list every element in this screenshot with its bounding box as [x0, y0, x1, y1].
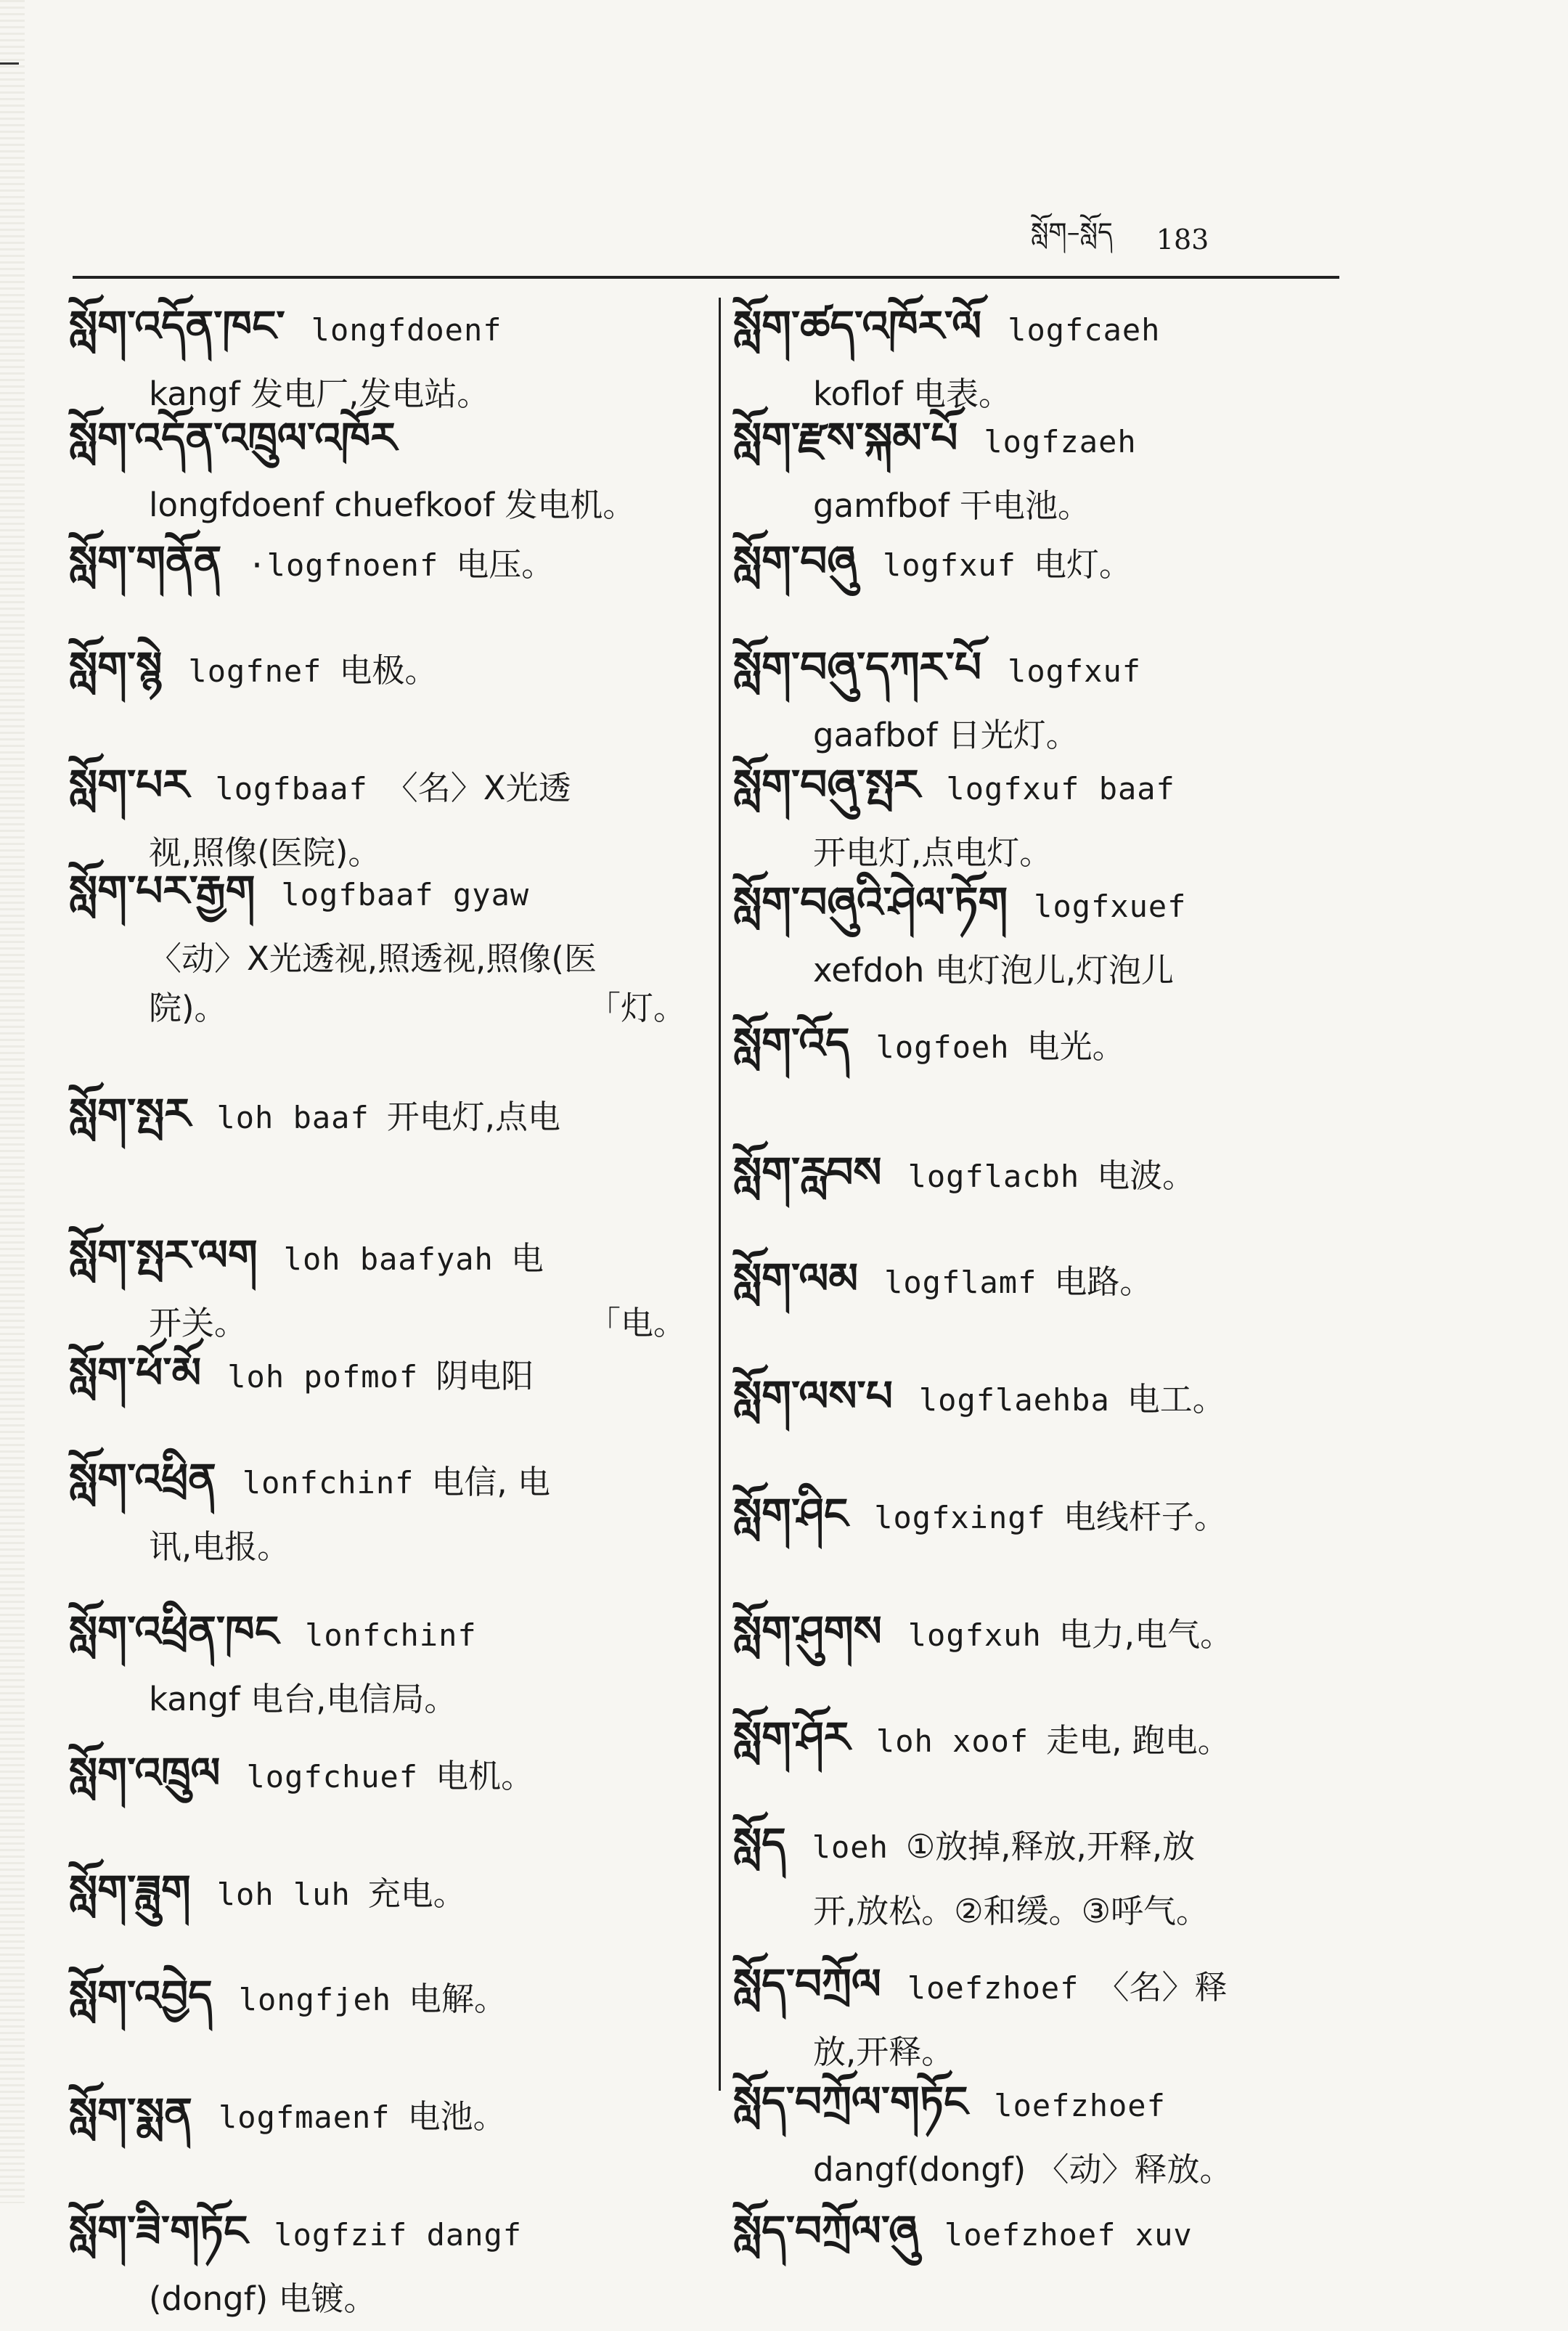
entry-headline	[733, 1011, 1365, 1079]
entry-headline	[69, 1741, 686, 1809]
chinese-gloss: 电灯。	[1033, 545, 1132, 584]
romanization: loh xoof	[875, 1723, 1029, 1759]
dictionary-entry	[733, 1011, 1365, 1079]
tibetan-headword: སློག་བཞུའི་ཤེལ་ཏོག	[733, 877, 1008, 927]
dictionary-entry	[69, 859, 686, 991]
romanization: logfmaenf	[219, 2099, 391, 2136]
entry-headline	[733, 1246, 1365, 1315]
tibetan-headword: སློག་ཤོར	[733, 1712, 850, 1762]
page-header	[1031, 218, 1336, 261]
entry-continuation: 视,照像(医院)。	[149, 833, 381, 872]
dictionary-entry	[69, 2081, 686, 2150]
entry-continuation: 〈动〉X光透视,照透视,照像(医	[149, 939, 597, 978]
chinese-gloss: 电机。	[436, 1756, 534, 1795]
guide-words: སློག–སློད	[1031, 218, 1113, 248]
chinese-gloss: ①放掉,释放,开释,放	[905, 1826, 1196, 1866]
dictionary-entry	[69, 1599, 686, 1731]
tibetan-headword: སློག་ལས་པ	[733, 1371, 893, 1421]
entry-headline	[733, 870, 1365, 939]
entry-continuation: kangf 发电厂,发电站。	[149, 375, 490, 413]
entry-headline	[733, 1599, 1365, 1667]
entry-headline	[69, 529, 686, 597]
dictionary-entry	[69, 1082, 686, 1150]
tibetan-headword: སློག་ཤུགས	[733, 1607, 882, 1657]
romanization: loh pofmof	[227, 1358, 419, 1395]
romanization: loefzhoef	[907, 1970, 1079, 2007]
chinese-gloss: 电波。	[1097, 1156, 1196, 1196]
dictionary-entry	[733, 635, 1365, 767]
romanization: logfxingf	[874, 1500, 1046, 1536]
entry-headline	[69, 1082, 686, 1150]
dictionary-entry	[733, 2199, 1365, 2267]
entry-headline	[733, 2199, 1365, 2267]
dictionary-entry	[69, 635, 686, 703]
chinese-gloss: 电光。	[1026, 1027, 1125, 1066]
entry-headline	[733, 1482, 1365, 1550]
entry-continuation: gaafbof 日光灯。	[813, 715, 1079, 754]
romanization: logfxuf	[1008, 653, 1142, 689]
dictionary-entry	[733, 406, 1365, 538]
entry-headline	[69, 1223, 686, 1291]
tibetan-headword: སློག་འཁྲུལ	[69, 1747, 221, 1797]
scan-margin	[0, 0, 25, 2203]
chinese-gloss: 电力,电气。	[1058, 1615, 1233, 1654]
chinese-gloss: 电池。	[407, 2097, 506, 2136]
romanization: logfxuef	[1034, 888, 1187, 924]
tibetan-headword: སློག་འཕྲིན	[69, 1453, 216, 1503]
entry-continuation: (dongf) 电镀。	[149, 2279, 377, 2319]
romanization: logfzaeh	[984, 423, 1137, 460]
chinese-gloss: 电线杆子。	[1063, 1498, 1227, 1537]
romanization: logfcaeh	[1008, 312, 1161, 348]
tibetan-headword: སློག་པར་རྒྱག	[69, 865, 256, 915]
romanization: logfoeh	[875, 1029, 1010, 1066]
entry-continuation: 讯,电报。	[149, 1527, 290, 1566]
tibetan-headword: སློག་རྫས་སྐམ་པོ	[733, 412, 958, 462]
entry-headline	[69, 635, 686, 703]
dictionary-entry	[733, 529, 1365, 597]
romanization: logfxuf	[882, 547, 1016, 583]
romanization: logflamf	[884, 1265, 1037, 1301]
entry-continuation: kangf 电台,电信局。	[149, 1680, 457, 1719]
entry-headline	[69, 2199, 686, 2267]
chinese-gloss: 充电。	[367, 1874, 466, 1913]
dictionary-entry	[69, 1964, 686, 2032]
entry-headline	[733, 1364, 1365, 1432]
tibetan-headword: སློག་ཕོ་མོ	[69, 1347, 202, 1397]
tibetan-headword: སློག་ཤིང	[733, 1489, 849, 1539]
tibetan-headword: སློག་འདོན་འཁྲུལ་འཁོར	[69, 412, 397, 462]
tibetan-headword: སློག་སྤར་ལག	[69, 1230, 258, 1280]
entry-headline	[69, 2081, 686, 2150]
tibetan-headword: སློག་འབྱེད	[69, 1971, 213, 2021]
tibetan-headword: སློག་པར	[69, 759, 189, 809]
tibetan-headword: སློག་འདོན་ཁང་	[69, 301, 285, 351]
entry-headline	[69, 753, 686, 821]
entry-headline	[733, 753, 1365, 821]
wrap-fragment: 「电。	[587, 1303, 686, 1342]
romanization: logfchuef	[246, 1758, 419, 1795]
entry-continuation: 放,开释。	[813, 2033, 955, 2072]
dictionary-entry	[733, 2070, 1365, 2202]
romanization: lonfchinf	[305, 1617, 477, 1654]
tibetan-headword: སློག་སྙེ	[69, 642, 163, 692]
romanization: logfbaaf	[215, 770, 368, 807]
dictionary-entry	[733, 1811, 1365, 1943]
tibetan-headword: སློད་བཀྲོལ་ཞུ	[733, 2206, 918, 2256]
chinese-gloss: 〈名〉释	[1096, 1968, 1228, 2007]
dictionary-entry	[733, 1364, 1365, 1432]
tibetan-headword: སློག་སྤར	[69, 1089, 191, 1139]
entry-headline	[69, 294, 686, 362]
dictionary-entry	[69, 976, 686, 1040]
chinese-gloss: 阴电阳	[436, 1356, 534, 1395]
romanization: ·logfnoenf	[248, 547, 439, 583]
entry-continuation: xefdoh 电灯泡儿,灯泡儿	[813, 950, 1175, 989]
tibetan-headword: སློག་འོད	[733, 1018, 850, 1069]
romanization: longfdoenf	[311, 312, 502, 348]
dictionary-entry	[69, 1447, 686, 1579]
romanization: loh baafyah	[283, 1241, 494, 1277]
romanization: logfxuh	[907, 1617, 1042, 1654]
chinese-gloss: 走电, 跑电。	[1046, 1721, 1230, 1760]
entry-headline	[733, 529, 1365, 597]
dictionary-entry	[733, 1952, 1365, 2084]
dictionary-entry	[69, 406, 686, 537]
page-number: 183	[1156, 224, 1209, 256]
tibetan-headword: སློག་ལམ	[733, 1254, 859, 1304]
tibetan-headword: སློག་རླབས	[733, 1148, 882, 1198]
tibetan-headword: སློག་སྨན	[69, 2089, 192, 2139]
entry-headline	[69, 1599, 686, 1667]
entry-headline	[733, 1952, 1365, 2020]
tibetan-headword: སློག་ཟླུག	[69, 1865, 191, 1915]
entry-headline	[69, 1964, 686, 2032]
entry-headline	[69, 406, 686, 473]
column-divider	[719, 298, 721, 2091]
chinese-gloss: 〈名〉X光透	[385, 768, 571, 807]
romanization: logfzif dangf	[274, 2217, 523, 2253]
chinese-gloss: 电极。	[339, 650, 438, 690]
entry-headline	[733, 1811, 1365, 1879]
chinese-gloss: 电解。	[409, 1980, 507, 2019]
entry-headline	[733, 1140, 1365, 1209]
tibetan-headword: སློག་བཞུ་སྤར	[733, 759, 920, 809]
romanization: logfxuf baaf	[946, 770, 1175, 807]
entry-headline	[69, 1341, 686, 1409]
dictionary-entry	[733, 1140, 1365, 1209]
header-rule	[73, 276, 1339, 279]
entry-continuation: longfdoenf chuefkoof 发电机。	[149, 485, 636, 524]
margin-mark	[0, 62, 19, 65]
romanization: longfjeh	[238, 1982, 392, 2018]
entry-continuation: 开关。 「电。	[69, 1291, 686, 1355]
chinese-gloss: 开电灯,点电	[386, 1098, 561, 1137]
chinese-gloss: 电路。	[1054, 1262, 1153, 1302]
romanization: logflaehba	[918, 1382, 1110, 1418]
entry-headline	[69, 1858, 686, 1927]
romanization: logfnef	[188, 653, 322, 689]
entry-headline	[733, 294, 1365, 362]
romanization: loeh	[812, 1829, 889, 1865]
romanization: logfbaaf gyaw	[281, 876, 530, 913]
entry-headline	[69, 859, 686, 927]
entry-headline	[733, 635, 1365, 703]
entry-headline	[733, 2070, 1365, 2138]
tibetan-headword: སློག་ཚད་འཁོར་ལོ	[733, 301, 982, 351]
romanization: lonfchinf	[242, 1464, 415, 1501]
tibetan-headword: སློད་བཀྲོལ་གཏོང	[733, 2077, 968, 2127]
entry-continuation: 院)。 「灯。	[69, 976, 686, 1040]
dictionary-entry	[69, 1223, 686, 1355]
dictionary-entry	[733, 870, 1365, 1003]
dictionary-entry	[69, 1341, 686, 1409]
dictionary-entry	[733, 1705, 1365, 1773]
dictionary-entry	[733, 1482, 1365, 1550]
entry-headline	[733, 1705, 1365, 1773]
tibetan-headword: སློད	[733, 1818, 786, 1868]
dictionary-entry	[69, 1741, 686, 1809]
chinese-gloss: 电压。	[456, 545, 555, 584]
dictionary-entry	[69, 2199, 686, 2331]
dictionary-entry	[733, 1599, 1365, 1667]
romanization: loefzhoef	[994, 2088, 1166, 2124]
entry-continuation: koflof 电表。	[813, 375, 1012, 413]
entry-headline	[733, 406, 1365, 474]
entry-continuation: 开,放松。②和缓。③呼气。	[813, 1891, 1209, 1930]
tibetan-headword: སློག་གནོན	[69, 536, 222, 586]
tibetan-headword: སློག་འཕྲིན་ཁང	[69, 1607, 279, 1657]
wrap-fragment: 「灯。	[587, 988, 686, 1027]
tibetan-headword: སློག་ཟི་གཏོང	[69, 2206, 248, 2256]
dictionary-entry	[733, 1246, 1365, 1315]
chinese-gloss: 电信, 电	[431, 1462, 551, 1501]
romanization: logflacbh	[907, 1159, 1080, 1195]
entry-continuation: 开电灯,点电灯。	[813, 833, 1053, 872]
entry-continuation: gamfbof 干电池。	[813, 486, 1091, 525]
dictionary-entry	[733, 753, 1365, 885]
romanization: loefzhoef xuv	[944, 2217, 1193, 2253]
dictionary-entry	[69, 529, 686, 597]
entry-continuation: dangf(dongf) 〈动〉释放。	[813, 2150, 1233, 2189]
entry-headline	[69, 1447, 686, 1515]
tibetan-headword: སློག་བཞུ་དཀར་པོ	[733, 642, 982, 692]
tibetan-headword: སློག་བཞུ	[733, 536, 857, 586]
tibetan-headword: སློད་བཀྲོལ	[733, 1959, 881, 2009]
romanization: loh luh	[216, 1876, 351, 1912]
romanization: loh baaf	[216, 1100, 369, 1136]
dictionary-entry	[69, 1858, 686, 1927]
chinese-gloss: 电工。	[1127, 1380, 1225, 1419]
chinese-gloss: 电	[510, 1238, 544, 1278]
